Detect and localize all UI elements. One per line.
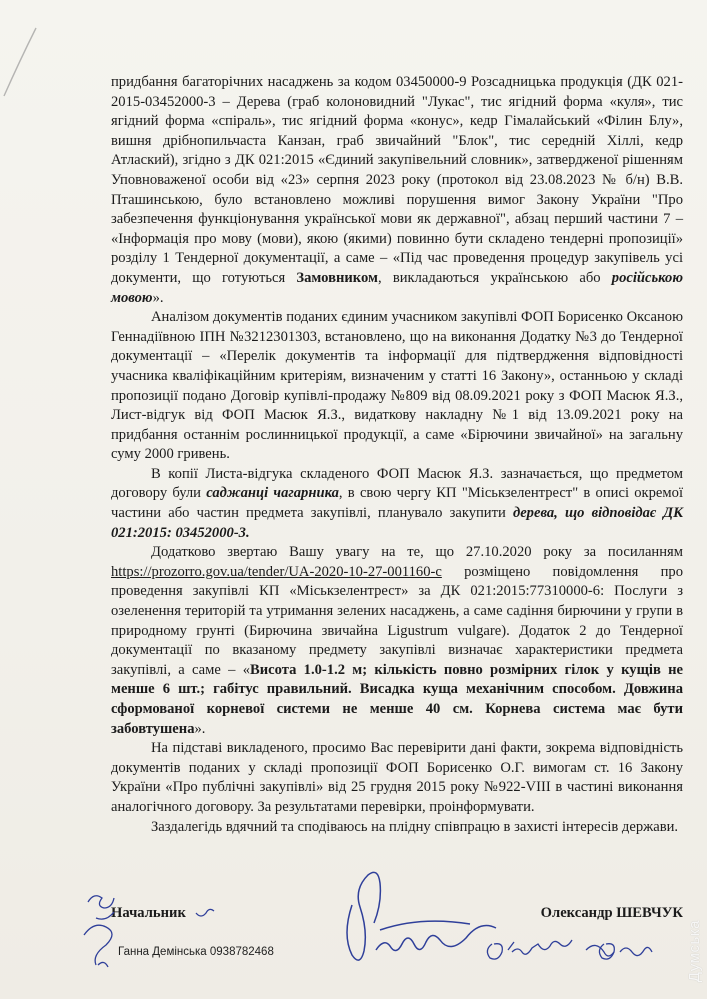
prozorro-link[interactable]: https://prozorro.gov.ua/tender/UA-2020-10-27-001160-c: [111, 563, 442, 580]
signatory-name: Олександр ШЕВЧУК: [540, 905, 683, 921]
paragraph-closing: Заздалегідь вдячний та сподіваюсь на плідну співпрацю в захисті інтересів держави.: [151, 818, 679, 835]
initials-mark: [84, 896, 114, 967]
main-signature: [347, 872, 496, 960]
paragraph-review-letter: В копії Листа-відгука складеного ФОП Масюк Я.З. зазначається, що предметом договору були саджанці чагарника, в свою чергу КП "Міськзелентрест" в описі окремої частини або частин предмета закупівлі, планувало закупити дерева, що відповідає ДК 021:2015: 03452000-3.: [111, 465, 684, 541]
signatory-title: Начальник: [111, 905, 186, 921]
paragraph-additional-notice: Додатково звертаю Вашу увагу на те, що 27.10.2020 року за посиланням https://prozorro.gov.ua/tender/UA-2020-10-27-001160-c розміщено повідомлення про проведення закупівлі КП «Міськзелентрест» за ДК 021:2015:77310000-6: Послуги з озеленення територій та утримання зелених насаджень, а саме садіння бирючини у групи в природному грунті (Бирючина звичайна Ligustrum vulgare). Додаток 2 до Тендерної документації по вказаному предмету закупівлі визначає характеристики предмета закупівлі, а саме – «Висота 1.0-1.2 м; кількість повно розмірних гілок у кущів не менше 6 шт.; габітус правильний. Висадка куща механічним способом. Довжина сформованої корневої системи не менше 40 см. Корнева система має бути забовтушена».: [111, 544, 683, 737]
paragraph-request: На підставі викладеного, просимо Вас перевірити дані факти, зокрема відповідність документів поданих у складі пропозиції ФОП Борисенко О.Г. вимогам ст. 16 Закону України «Про публічні закупівлі» від 25 грудня 2015 року №922-VIII в частині виконання аналогічного договору. За результатами перевірки, проінформувати.: [111, 740, 683, 815]
corner-pencil-mark: [4, 28, 36, 96]
watermark: Думська: [686, 920, 703, 983]
handwritten-name: [487, 940, 652, 959]
executor-contact: Ганна Демінська 0938782468: [118, 946, 274, 958]
paragraph-document-analysis: Аналізом документів поданих єдиним учасником закупівлі ФОП Борисенко Оксаною Геннадіївною ІПН №3212301303, встановлено, що на виконання Додатку №3 до Тендерної документації – «Перелік документів та інформації для підтвердження відповідності учасника кваліфікаційним критеріям, визначеним у статті 16 Закону», останньою у складі пропозиції подано Договір купівлі-продажу №809 від 08.09.2021 року з ФОП Масюк Я.З., Лист-відгук від ФОП Масюк Я.З., видаткову накладну №1 від 13.09.2021 року на придбання останнім рослинницької продукції, а саме «Бірючини звичайної» на загальну суму 2000 гривень.: [111, 309, 683, 463]
paragraph-procurement-notice: придбання багаторічних насаджень за кодом 03450000-9 Розсадницька продукція (ДК 021-2015-03452000-3 – Дерева (граб колоновидний "Лукас", тис ягідний форма «куля», тис ягідний форма «спіраль», тис ягідний форма «конус», кедр Гімалайський «Філин Блу», вишня дрібнопильчаста Канзан, граб звичайний "Блок", тис середній Хіллі, кедр Атлаский), згідно з ДК 021:2015 «Єдиний закупівельний словник», затвердженої рішенням Уповноваженої особи від «23» серпня 2023 року (протокол від 23.08.2023 № б/н) В.В. Пташинською, було встановлено можливі порушення вимог Закону України "Про забезпечення функціонування української мови як державної", абзац перший частини 7 – «Інформація про мову (мови), якою (якими) повинно бути складено тендерні пропозиції» розділу 1 Тендерної документації, а саме – «Під час проведення процедур закупівель усі документи, що готуються Замовником, викладаються українською або російською мовою».: [111, 74, 683, 306]
title-flourish: [196, 909, 214, 916]
